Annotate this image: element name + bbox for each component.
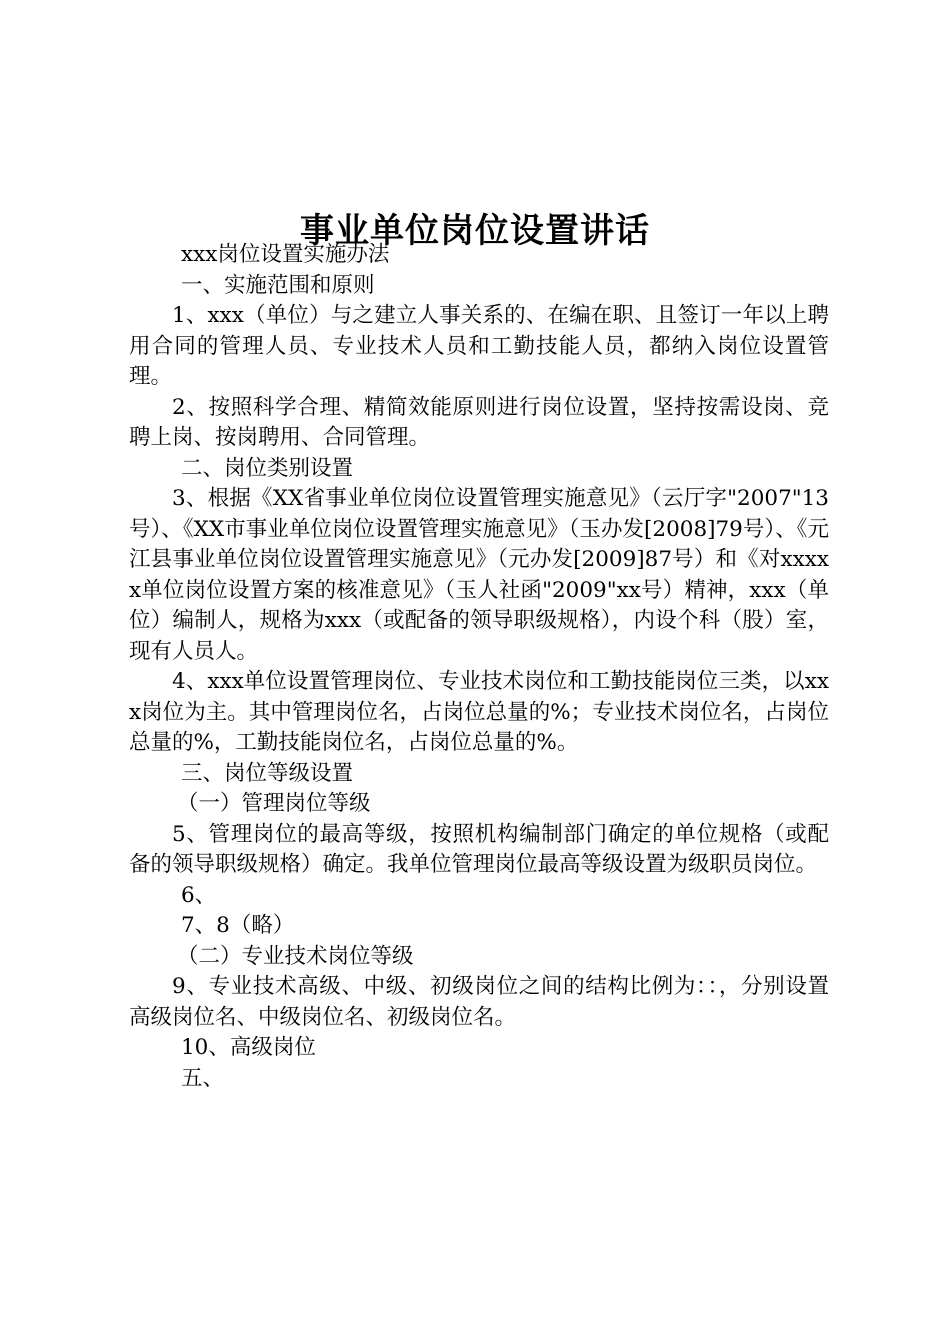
paragraph: 2、按照科学合理、精简效能原则进行岗位设置，坚持按需设岗、竞聘上岗、按岗聘用、合同管理。 [129,394,829,450]
paragraph: 9、专业技术高级、中级、初级岗位之间的结构比例为：：，分别设置高级岗位名、中级岗位名、初级岗位名。 [129,974,829,1030]
paragraph-item: 10、高级岗位 [181,1035,316,1060]
document-title: 事业单位岗位设置讲话 [300,210,650,251]
document-body [129,240,829,1094]
paragraph: 5、管理岗位的最高等级，按照机构编制部门确定的单位规格（或配备的领导职级规格）确定。我单位管理岗位最高等级设置为级职员岗位。 [129,821,829,877]
section-heading: 二、岗位类别设置 [181,455,354,481]
paragraph: 1、xxx（单位）与之建立人事关系的、在编在职、且签订一年以上聘用合同的管理人员、专业技术人员和工勤技能人员，都纳入岗位设置管理。 [129,303,829,389]
section-heading: 三、岗位等级设置 [181,760,354,786]
paragraph-item: 7、8（略） [181,913,295,938]
paragraph-item: 6、 [181,882,217,908]
section-heading: 一、实施范围和原则 [181,272,375,298]
subsection-heading: （二）专业技术岗位等级 [177,943,414,969]
paragraph: 3、根据《XX省事业单位岗位设置管理实施意见》（云厅字"2007"13号）、《XX市事业单位岗位设置管理实施意见》（玉办发[2008]79号）、《元江县事业单位岗位设置管理实施意见》（元办发[2009]87号）和《对xxxxx单位岗位设置方案的核准意见》（玉人社函"2009"xx号）精神，xxx（单位）编制人，规格为xxx（或配备的领导职级规格），内设个科（股）室，现有人员人。 [129,486,829,664]
section-heading: 五、 [181,1065,225,1091]
subsection-heading: （一）管理岗位等级 [177,791,371,816]
paragraph-heading: xxx岗位设置实施办法 [181,242,390,267]
paragraph: 4、xxx单位设置管理岗位、专业技术岗位和工勤技能岗位三类，以xxx岗位为主。其中管理岗位名，占岗位总量的%；专业技术岗位名，占岗位总量的%，工勤技能岗位名，占岗位总量的%。 [129,669,829,755]
